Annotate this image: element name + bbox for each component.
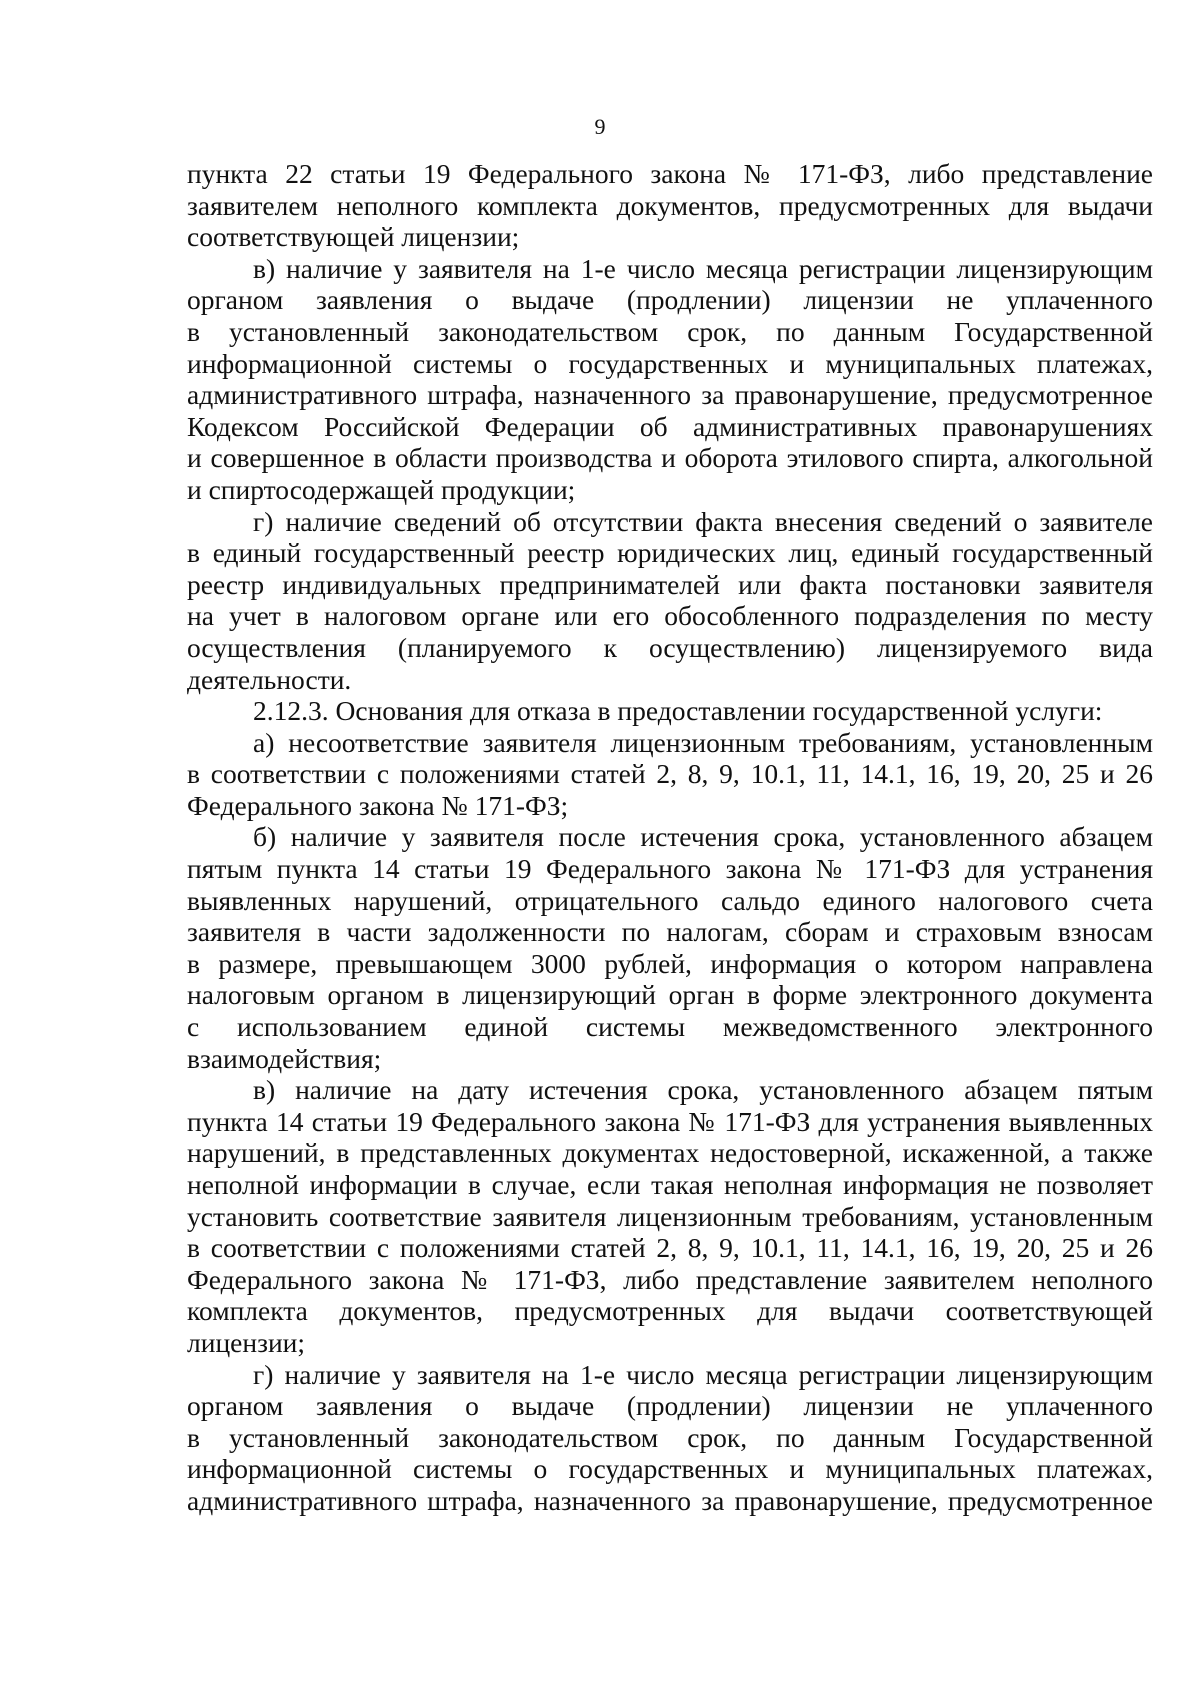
text-line: реестр индивидуальных предпринимателей или факта постановки заявителя (187, 568, 1153, 600)
text-line: выявленных нарушений, отрицательного сальдо единого налогового счета (187, 884, 1153, 916)
text-line: в установленный законодательством срок, по данным Государственной (187, 1421, 1153, 1453)
text-line: Федерального закона № 171-ФЗ; (187, 789, 569, 821)
text-line: органом заявления о выдаче (продлении) лицензии не уплаченного (187, 1390, 1153, 1422)
text-line: пункта 14 статьи 19 Федерального закона № 171-ФЗ для устранения выявленных (187, 1105, 1153, 1137)
text-line: информационной системы о государственных и муниципальных платежах, (187, 1453, 1153, 1485)
text-line: комплекта документов, предусмотренных для выдачи соответствующей (187, 1295, 1153, 1327)
text-line: б) наличие у заявителя после истечения срока, установленного абзацем (253, 821, 1153, 853)
text-line: административного штрафа, назначенного за правонарушение, предусмотренное (187, 379, 1153, 411)
text-line: заявителем неполного комплекта документов, предусмотренных для выдачи (187, 189, 1153, 221)
text-line: в размере, превышающем 3000 рублей, информация о котором направлена (187, 947, 1153, 979)
text-line: нарушений, в представленных документах недостоверной, искаженной, а также (187, 1137, 1153, 1169)
text-line: взаимодействия; (187, 1042, 382, 1074)
text-line: неполной информации в случае, если такая неполная информация не позволяет (187, 1169, 1153, 1200)
document-body (187, 158, 1153, 1517)
text-line: деятельности. (187, 663, 352, 695)
text-line: а) несоответствие заявителя лицензионным требованиям, установленным (253, 726, 1153, 758)
text-line: соответствующей лицензии; (187, 221, 520, 253)
text-line: г) наличие сведений об отсутствии факта внесения сведений о заявителе (253, 505, 1153, 537)
text-line: и спиртосодержащей продукции; (187, 473, 576, 505)
text-line: и совершенное в области производства и оборота этилового спирта, алкогольной (187, 442, 1153, 474)
page-number: 9 (594, 114, 606, 139)
text-line: в соответствии с положениями статей 2, 8, 9, 10.1, 11, 14.1, 16, 19, 20, 25 и 26 (187, 758, 1153, 790)
text-line: Федерального закона № 171-ФЗ, либо представление заявителем неполного (187, 1263, 1153, 1295)
text-line: в) наличие на дату истечения срока, установленного абзацем пятым (253, 1074, 1153, 1106)
text-line: заявителя в части задолженности по налогам, сборам и страховым взносам (187, 916, 1153, 948)
text-line: административного штрафа, назначенного за правонарушение, предусмотренное (187, 1484, 1153, 1516)
text-line: в соответствии с положениями статей 2, 8, 9, 10.1, 11, 14.1, 16, 19, 20, 25 и 26 (187, 1232, 1153, 1264)
text-line: информационной системы о государственных и муниципальных платежах, (187, 347, 1153, 379)
text-line: в единый государственный реестр юридических лиц, единый государственный (187, 537, 1153, 569)
text-line: пункта 22 статьи 19 Федерального закона № 171-ФЗ, либо представление (187, 158, 1153, 189)
text-line: 2.12.3. Основания для отказа в предоставлении государственной услуги: (253, 695, 1103, 727)
text-line: в) наличие у заявителя на 1-е число месяца регистрации лицензирующим (253, 252, 1153, 284)
text-line: на учет в налоговом органе или его обособленного подразделения по месту (187, 600, 1153, 632)
text-line: пятым пункта 14 статьи 19 Федерального закона № 171-ФЗ для устранения (187, 853, 1153, 885)
text-line: лицензии; (187, 1326, 306, 1358)
text-line: с использованием единой системы межведомственного электронного (187, 1011, 1153, 1043)
text-line: установить соответствие заявителя лицензионным требованиям, установленным (187, 1200, 1153, 1232)
text-line: г) наличие у заявителя на 1-е число месяца регистрации лицензирующим (253, 1358, 1153, 1390)
text-line: осуществления (планируемого к осуществлению) лицензируемого вида (187, 631, 1153, 663)
text-line: в установленный законодательством срок, по данным Государственной (187, 315, 1153, 347)
text-line: налоговым органом в лицензирующий орган в форме электронного документа (187, 979, 1153, 1011)
text-line: органом заявления о выдаче (продлении) лицензии не уплаченного (187, 284, 1153, 316)
text-line: Кодексом Российской Федерации об административных правонарушениях (187, 410, 1153, 442)
